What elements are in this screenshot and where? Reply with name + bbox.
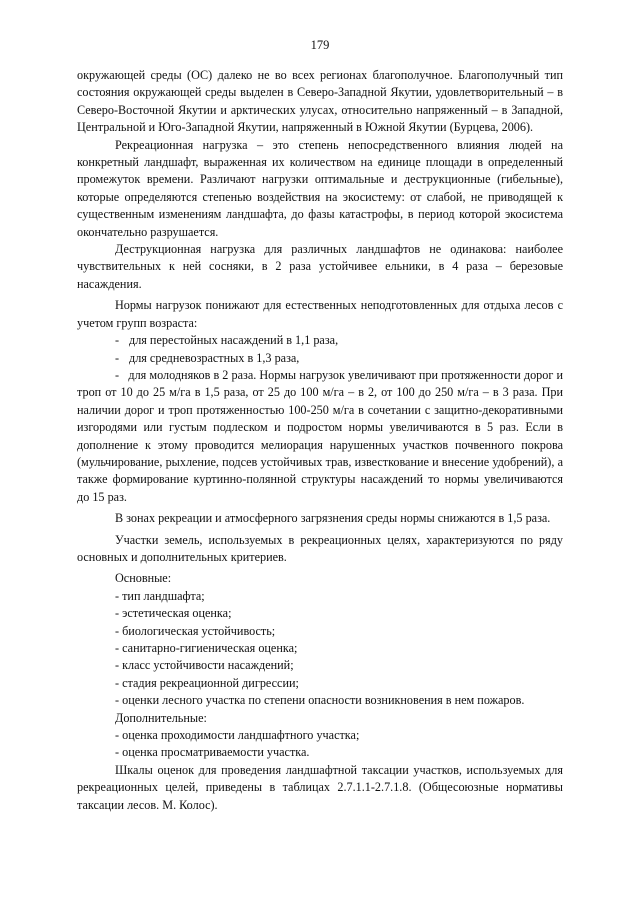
main-criteria-heading: Основные: — [115, 571, 172, 586]
list-item: - оценка проходимости ландшафтного участка; — [115, 728, 360, 743]
list-dash: - — [115, 367, 120, 382]
list-item: - стадия рекреационной дигрессии; — [115, 675, 299, 690]
list-dash: - — [115, 333, 120, 348]
list-dash: - — [115, 350, 120, 365]
page-number: 179 — [310, 38, 330, 52]
list-item: - тип ландшафта; — [115, 588, 205, 603]
page-content — [77, 67, 563, 814]
paragraph-criteria-intro: Участки земель, используемых в рекреационных целях, характеризуются по ряду основных и дополнительных критериев. — [77, 532, 563, 564]
paragraph-environment-state: окружающей среды (ОС) далеко не во всех регионах благополучное. Благополучный тип состояния окружающей среды выделен в Северо-Западной Якутии, удовлетворительный – в Северо-Восточной Якутии и арктических улусах, относительно напряженный – в Западной, Центральной и Юго-Западной Якутии, напряженный в Южной Якутии (Бурцева, 2006). — [77, 68, 563, 135]
list-item: - эстетическая оценка; — [115, 606, 232, 621]
list-item: - оценки лесного участка по степени опасности возникновения в нем пожаров. — [115, 693, 525, 708]
paragraph-load-norms: Нормы нагрузок понижают для естественных неподготовленных для отдыха лесов с учетом групп возраста: — [77, 298, 563, 330]
list-item: - биологическая устойчивость; — [115, 623, 276, 638]
list-item-young-stands — [77, 367, 563, 506]
list-item-text: для средневозрастных в 1,3 раза, — [129, 350, 300, 365]
list-item-middle-aged — [77, 350, 563, 367]
paragraph-pollution-zones: В зонах рекреации и атмосферного загрязнения среды нормы снижаются в 1,5 раза. — [115, 511, 551, 526]
list-item: - класс устойчивости насаждений; — [115, 658, 294, 673]
paragraph-destructive-load: Деструкционная нагрузка для различных ландшафтов не одинакова: наиболее чувствительных к ней сосняки, в 2 раза устойчивее ельники, в 4 раза – березовые насаждения. — [77, 242, 563, 291]
list-item: - оценка просматриваемости участка. — [115, 745, 310, 760]
additional-criteria-heading: Дополнительные: — [115, 710, 207, 725]
list-item-text: для перестойных насаждений в 1,1 раза, — [129, 333, 339, 348]
paragraph-rating-scales: Шкалы оценок для проведения ландшафтной таксации участков, используемых для рекреационных целей, приведены в таблицах 2.7.1.1-2.7.1.8. (Общесоюзные нормативы таксации лесов. М. Колос). — [77, 762, 563, 812]
paragraph-recreational-load: Рекреационная нагрузка – это степень непосредственного влияния людей на конкретный ландшафт, выраженная их количеством на единице площади в определенный промежуток времени. Различают нагрузки оптимальные и деструкционные (гибельные), которые определяются степенью воздействия на экосистему: от слабой, не приводящей к существенным изменениям ландшафта, до фазы катастрофы, в период которой экосистема окончательно разрушается. — [77, 137, 563, 239]
list-item: - санитарно-гигиеническая оценка; — [115, 641, 298, 655]
list-item-text: для молодняков в 2 раза. Нормы нагрузок увеличивают при протяженности дорог и троп от 10 до 25 м/га в 1,5 раза, от 25 до 100 м/га – в 2, от 100 до 250 м/га – в 3 раза. При наличии дорог и троп протяженностью 100-250 м/га в сочетании с защитно-декоративными изгородями или густым подлеском и подростом нормы увеличиваются в 5 раз. Если в дополнение к этому проводится мелиорация нарушенных участков почвенного покрова (мульчирование, рыхление, подсев устойчивых трав, известкование и внесение удобрений), а также формирование куртинно-полянной структуры насаждений то нормы увеличиваются до 15 раз. — [77, 367, 563, 504]
list-item-overmature — [77, 332, 563, 349]
